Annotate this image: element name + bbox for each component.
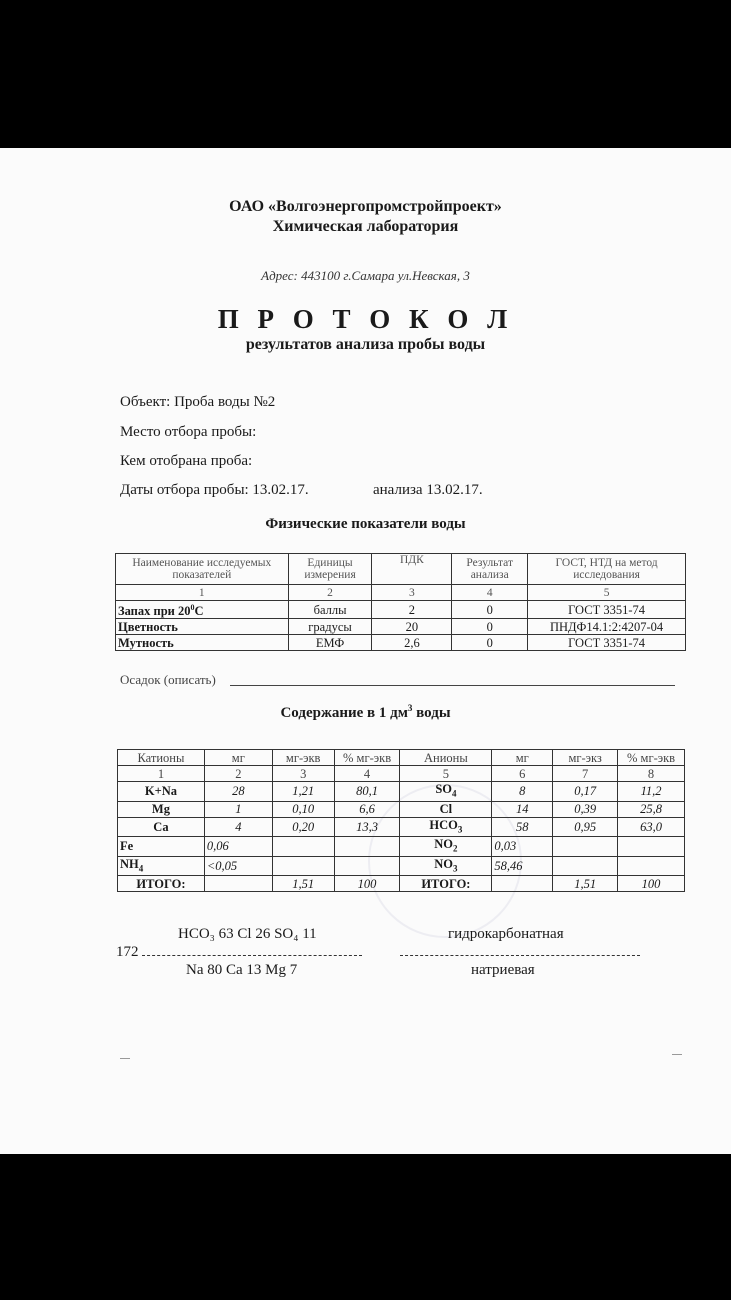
document-page bbox=[0, 148, 731, 1154]
table-row bbox=[118, 817, 685, 837]
anion-mgeq: 0,17 bbox=[553, 782, 618, 802]
cation-mgeq: 1,21 bbox=[272, 782, 334, 802]
anion-pct: 25,8 bbox=[618, 801, 685, 817]
content-number-row bbox=[118, 766, 685, 782]
header-cell: Анионы bbox=[400, 750, 492, 766]
header-cell: Единицы измерения bbox=[288, 554, 372, 585]
pdk: 2,6 bbox=[372, 635, 452, 651]
total-label: ИТОГО: bbox=[118, 876, 205, 892]
anion-total-pct: 100 bbox=[618, 876, 685, 892]
column-number: 2 bbox=[204, 766, 272, 782]
cation: Ca bbox=[118, 817, 205, 837]
anion-total-mgeq: 1,51 bbox=[553, 876, 618, 892]
gost: ГОСТ 3351-74 bbox=[528, 635, 686, 651]
content-section-title: Содержание в 1 $дм^3$ воды bbox=[280, 703, 451, 721]
header-cell: ПДК bbox=[372, 554, 452, 585]
cation-mg: <0,05 bbox=[204, 856, 272, 876]
header-cell: % мг-экв bbox=[618, 750, 685, 766]
anion-total-label: ИТОГО: bbox=[400, 876, 492, 892]
anion-mg: 14 bbox=[492, 801, 553, 817]
formula-denominator: Na 80 Ca 13 Mg 7 bbox=[186, 962, 298, 978]
anion-mgeq: 0,95 bbox=[553, 817, 618, 837]
cation-mg: 0,06 bbox=[204, 837, 272, 857]
cation: K+Na bbox=[118, 782, 205, 802]
field-sampled-by: Кем отобрана проба: bbox=[120, 453, 253, 469]
anion-mg: 8 bbox=[492, 782, 553, 802]
anion: $NO_2$ bbox=[400, 837, 492, 857]
content-header-row bbox=[118, 750, 685, 766]
anion-mgeq bbox=[553, 837, 618, 857]
water-type-divider bbox=[400, 955, 640, 956]
indicator-name: Мутность bbox=[116, 635, 289, 651]
field-object: Объект: Проба воды №2 bbox=[120, 394, 276, 410]
address: Адрес: 443100 г.Самара ул.Невская, 3 bbox=[261, 268, 470, 283]
column-number: 6 bbox=[492, 766, 553, 782]
table-row bbox=[116, 619, 686, 635]
sediment-label: Осадок (описать) bbox=[120, 672, 216, 687]
table-row bbox=[118, 782, 685, 802]
anion-mg: 0,03 bbox=[492, 837, 553, 857]
table-row bbox=[118, 837, 685, 857]
column-number: 4 bbox=[334, 766, 400, 782]
column-number: 1 bbox=[118, 766, 205, 782]
unit: баллы bbox=[288, 601, 372, 619]
formula-divider bbox=[142, 955, 362, 956]
cation-pct: 13,3 bbox=[334, 817, 400, 837]
table-row bbox=[116, 635, 686, 651]
column-number: 1 bbox=[116, 585, 289, 601]
column-number: 7 bbox=[553, 766, 618, 782]
unit: градусы bbox=[288, 619, 372, 635]
table-row bbox=[118, 856, 685, 876]
cation-mgeq: 0,10 bbox=[272, 801, 334, 817]
cation-mgeq bbox=[272, 856, 334, 876]
laboratory-name: Химическая лаборатория bbox=[272, 218, 459, 235]
organization-name: ОАО «Волгоэнергопромстройпроект» bbox=[229, 198, 502, 215]
table-row bbox=[116, 601, 686, 619]
cation-mg: 1 bbox=[204, 801, 272, 817]
column-number: 5 bbox=[400, 766, 492, 782]
field-analysis-date: анализа 13.02.17. bbox=[373, 482, 483, 498]
total-row bbox=[118, 876, 685, 892]
anion: $NO_3$ bbox=[400, 856, 492, 876]
physical-table bbox=[115, 553, 686, 651]
header-cell: мг-экз bbox=[553, 750, 618, 766]
anion-pct bbox=[618, 837, 685, 857]
column-number: 5 bbox=[528, 585, 686, 601]
table-row bbox=[118, 801, 685, 817]
pdk: 20 bbox=[372, 619, 452, 635]
anion-pct: 63,0 bbox=[618, 817, 685, 837]
formula-prefix: 172 bbox=[116, 944, 139, 960]
cation: $NH_4$ bbox=[118, 856, 205, 876]
anion-mgeq: 0,39 bbox=[553, 801, 618, 817]
column-number: 3 bbox=[372, 585, 452, 601]
physical-number-row bbox=[116, 585, 686, 601]
cation-mg: 28 bbox=[204, 782, 272, 802]
document-title: П Р О Т О К О Л bbox=[217, 304, 514, 334]
column-number: 2 bbox=[288, 585, 372, 601]
cation-pct: 80,1 bbox=[334, 782, 400, 802]
cation-pct: 6,6 bbox=[334, 801, 400, 817]
result: 0 bbox=[452, 619, 528, 635]
water-type-cation: натриевая bbox=[471, 962, 535, 978]
cation-mg: 4 bbox=[204, 817, 272, 837]
corner-mark bbox=[120, 1058, 130, 1059]
cation-pct bbox=[334, 837, 400, 857]
anion: $HCO_3$ bbox=[400, 817, 492, 837]
result: 0 bbox=[452, 601, 528, 619]
cation-mgeq: 0,20 bbox=[272, 817, 334, 837]
cation: Mg bbox=[118, 801, 205, 817]
gost: ПНДФ14.1:2:4207-04 bbox=[528, 619, 686, 635]
physical-header-row bbox=[116, 554, 686, 585]
total-mgeq: 1,51 bbox=[272, 876, 334, 892]
total-mg bbox=[204, 876, 272, 892]
anion: $SO_4$ bbox=[400, 782, 492, 802]
formula-numerator: HCO₃ 63 Cl 26 SO₄ 11 bbox=[178, 926, 317, 942]
header-cell: % мг-экв bbox=[334, 750, 400, 766]
content-table bbox=[117, 749, 685, 892]
header-cell: Катионы bbox=[118, 750, 205, 766]
indicator-name: Запах при $20^0С$ bbox=[116, 601, 289, 619]
total-pct: 100 bbox=[334, 876, 400, 892]
cation-mgeq bbox=[272, 837, 334, 857]
sediment-line bbox=[230, 685, 675, 686]
cation: Fe bbox=[118, 837, 205, 857]
result: 0 bbox=[452, 635, 528, 651]
gost: ГОСТ 3351-74 bbox=[528, 601, 686, 619]
header-cell: ГОСТ, НТД на метод исследования bbox=[528, 554, 686, 585]
anion-pct bbox=[618, 856, 685, 876]
field-sampling-date: Даты отбора пробы: 13.02.17. bbox=[120, 482, 309, 498]
column-number: 8 bbox=[618, 766, 685, 782]
column-number: 3 bbox=[272, 766, 334, 782]
anion-mg: 58,46 bbox=[492, 856, 553, 876]
header-cell: мг-экв bbox=[272, 750, 334, 766]
anion-mgeq bbox=[553, 856, 618, 876]
corner-mark bbox=[672, 1054, 682, 1055]
header-cell: мг bbox=[204, 750, 272, 766]
anion: Cl bbox=[400, 801, 492, 817]
cation-pct bbox=[334, 856, 400, 876]
pdk: 2 bbox=[372, 601, 452, 619]
header-cell: мг bbox=[492, 750, 553, 766]
header-cell: Наименование исследуемых показателей bbox=[116, 554, 289, 585]
column-number: 4 bbox=[452, 585, 528, 601]
header-cell: Результат анализа bbox=[452, 554, 528, 585]
indicator-name: Цветность bbox=[116, 619, 289, 635]
anion-total-mg bbox=[492, 876, 553, 892]
anion-pct: 11,2 bbox=[618, 782, 685, 802]
unit: ЕМФ bbox=[288, 635, 372, 651]
document-subtitle: результатов анализа пробы воды bbox=[245, 336, 486, 353]
water-type-anion: гидрокарбонатная bbox=[448, 926, 564, 942]
anion-mg: 58 bbox=[492, 817, 553, 837]
physical-section-title: Физические показатели воды bbox=[265, 516, 466, 532]
field-place: Место отбора пробы: bbox=[120, 424, 257, 440]
